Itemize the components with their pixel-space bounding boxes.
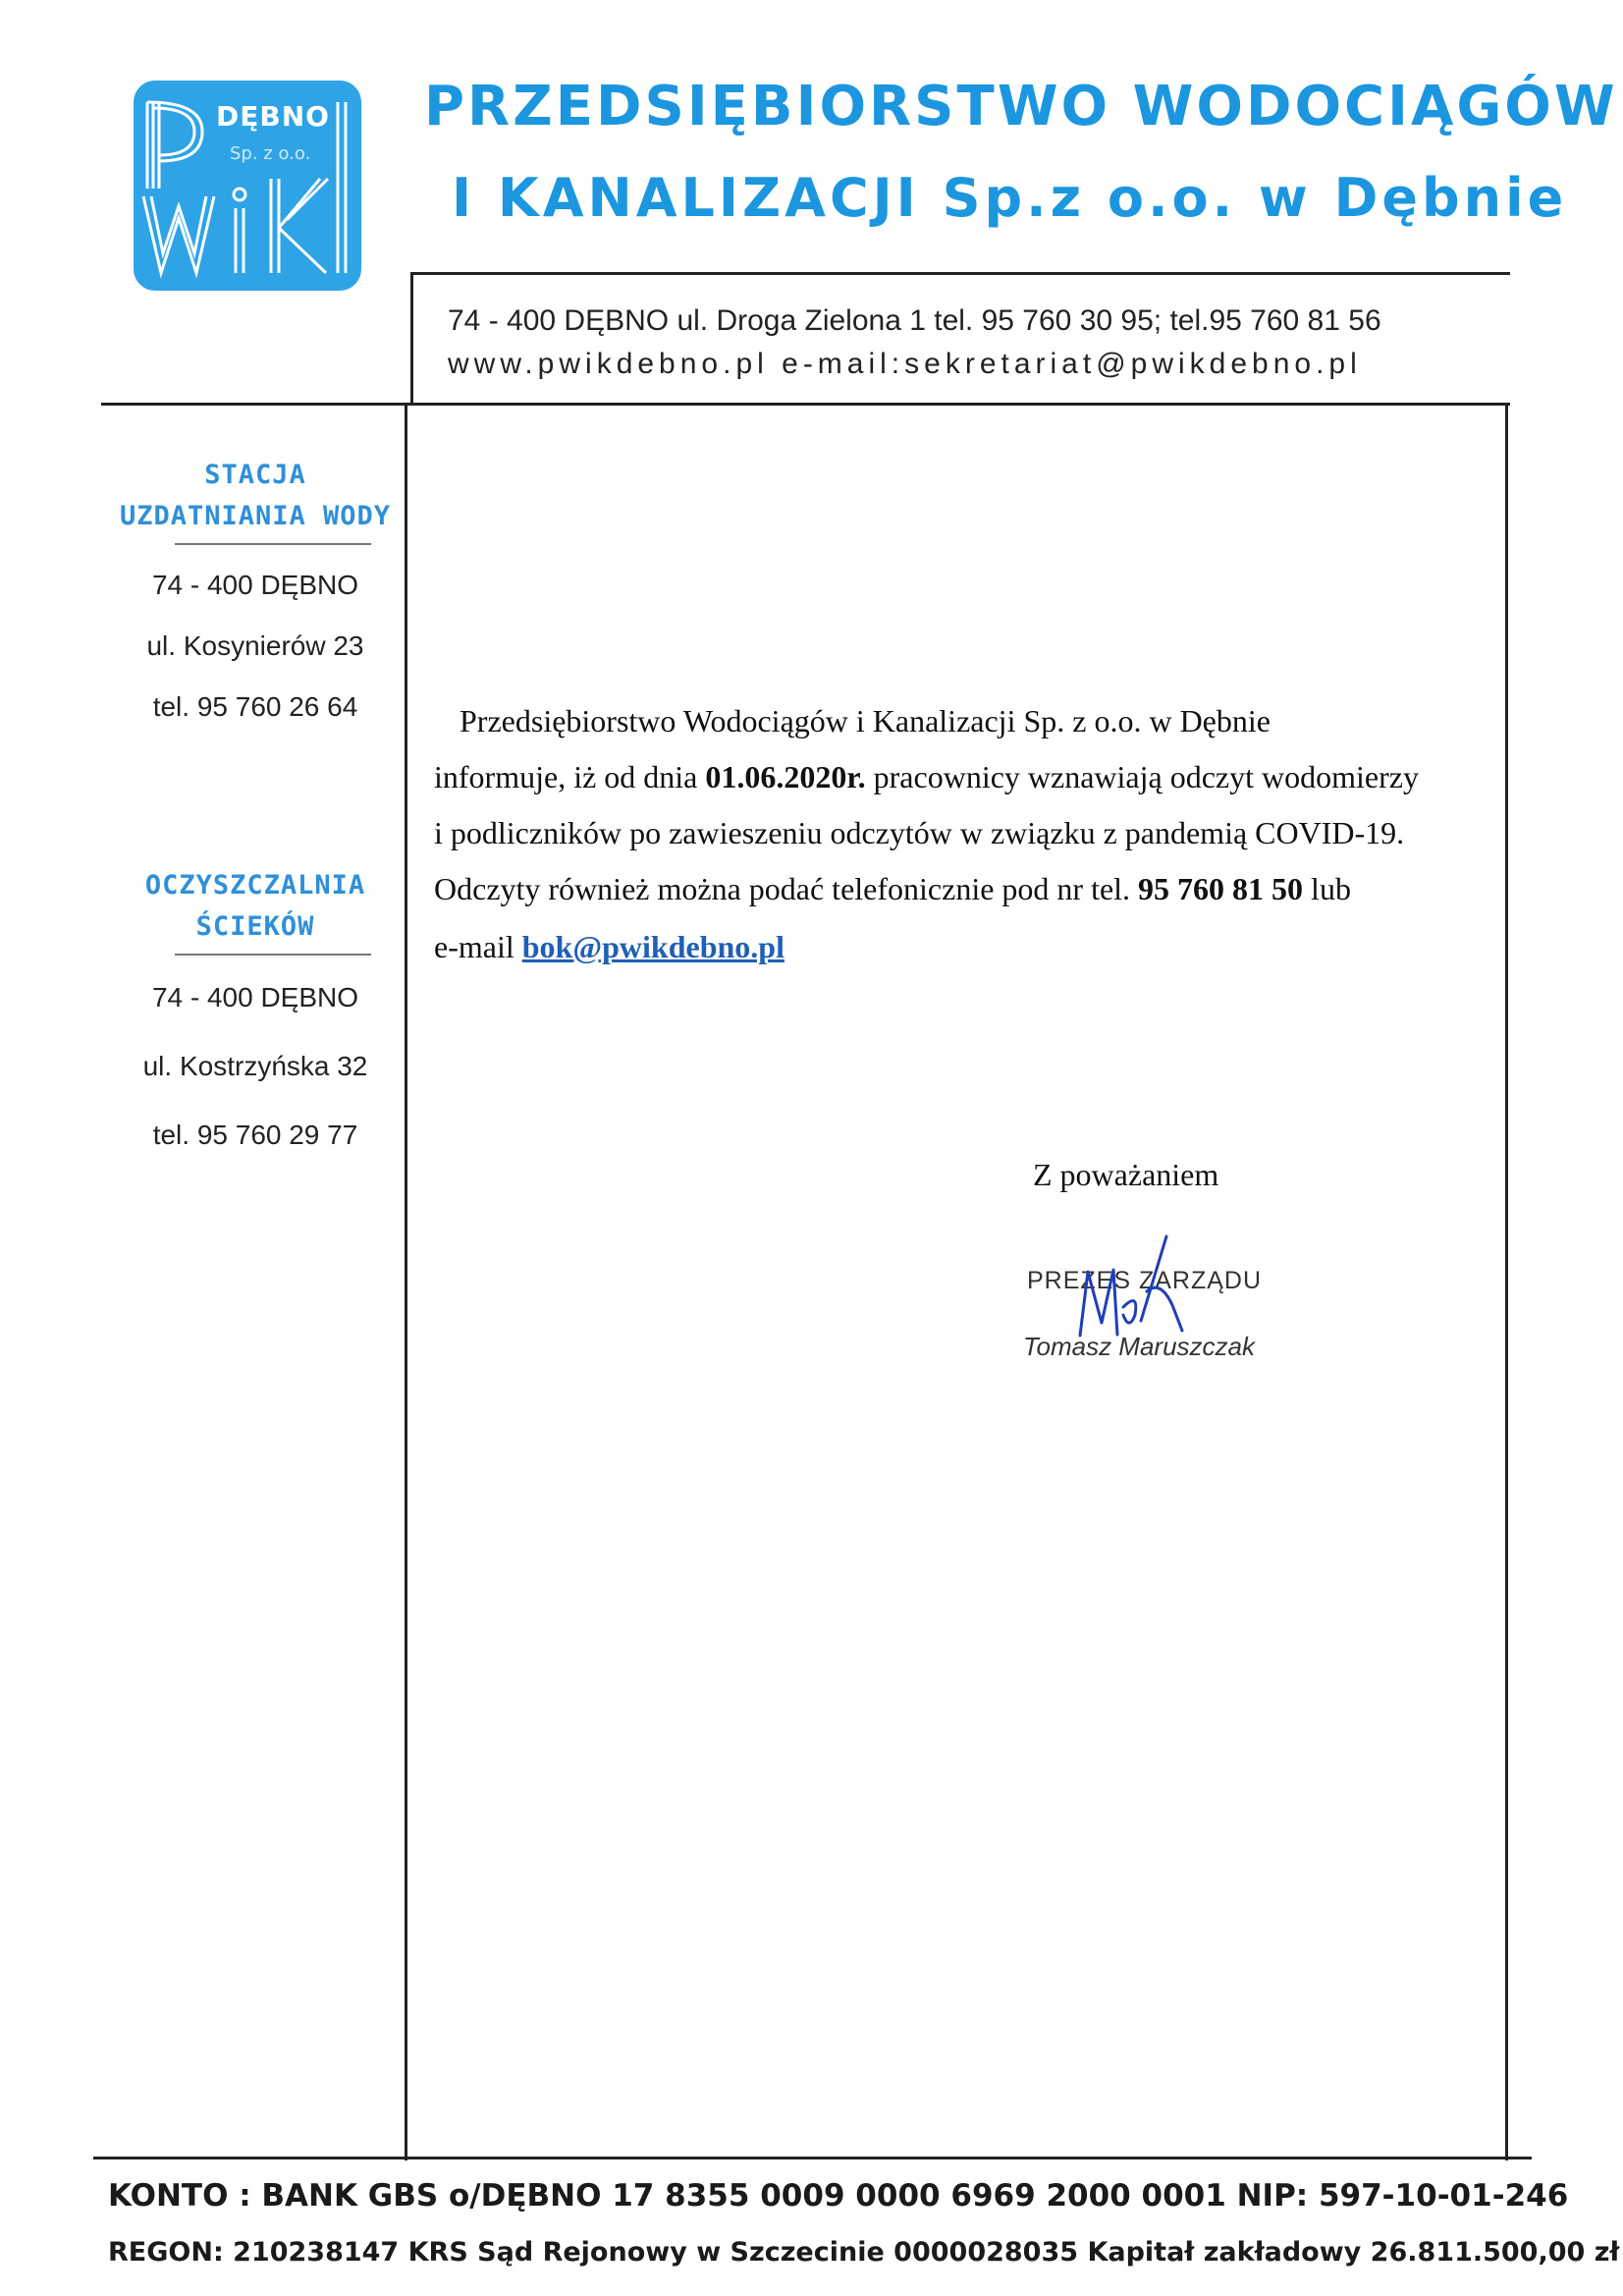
company-name-line2: I KANALIZACJI Sp.z o.o. w Dębnie <box>452 167 1568 229</box>
contact-web-email: www.pwikdebno.pl e-mail:sekretariat@pwikdebno.pl <box>448 348 1362 380</box>
station2-heading2: ŚCIEKÓW <box>195 911 315 942</box>
header-top-rule <box>410 272 1510 275</box>
station2-city: 74 - 400 DĘBNO <box>151 982 359 1012</box>
letter-line1-text: Przedsiębiorstwo Wodociągów i Kanalizacji Sp. z o.o. w Dębnie <box>460 703 1271 738</box>
readings-phone-number: 95 760 81 50 <box>1138 871 1304 906</box>
station1-heading2: UZDATNIANIA WODY <box>119 501 392 531</box>
logo-top-text: DĘBNO <box>216 100 330 133</box>
station2-phone: tel. 95 760 29 77 <box>152 1120 358 1150</box>
station1-separator <box>175 543 371 545</box>
footer-top-rule <box>93 2157 1532 2159</box>
letter-line4-text-a: Odczyty również można podać telefonicznie pod nr tel. <box>434 871 1139 906</box>
letter-line2-text-a: informuje, iż od dnia <box>434 759 706 794</box>
letter-line1 <box>460 703 1271 739</box>
letter-line4 <box>434 871 1351 907</box>
letter-line3-text: i podliczników po zawieszeniu odczytów w związku z pandemią COVID-19. <box>434 815 1405 850</box>
body-right-rule <box>1505 403 1508 2160</box>
signature-title: PREZES ZARZĄDU <box>1027 1267 1263 1294</box>
contact-address-phone: 74 - 400 DĘBNO ul. Droga Zielona 1 tel. 95 760 30 95; tel.95 760 81 56 <box>448 304 1381 337</box>
station2-heading1: OCZYSZCZALNIA <box>144 870 366 901</box>
station2-separator <box>175 954 371 956</box>
letter-line2 <box>434 759 1419 795</box>
header-left-rule <box>410 272 413 405</box>
company-name-line1: PRZEDSIĘBIORSTWO WODOCIĄGÓW <box>424 75 1618 138</box>
letter-line5 <box>434 929 784 965</box>
letter-line4-text-b: lub <box>1303 871 1351 906</box>
footer-bank-nip: KONTO : BANK GBS o/DĘBNO 17 8355 0009 0000 6969 2000 0001 NIP: 597-10-01-246 <box>108 2178 1569 2214</box>
resume-date: 01.06.2020r. <box>705 759 866 794</box>
header-bottom-rule <box>101 403 1510 406</box>
company-logo <box>134 81 361 291</box>
station1-heading1: STACJA <box>204 460 306 490</box>
logo-mid-text: Sp. z o.o. <box>230 143 311 164</box>
letter-line3 <box>434 815 1404 851</box>
station1-street: ul. Kosynierów 23 <box>146 630 364 661</box>
letter-closing: Z poważaniem <box>1033 1157 1219 1192</box>
footer-regon-krs: REGON: 210238147 KRS Sąd Rejonowy w Szczecinie 0000028035 Kapitał zakładowy 26.811.500,00 zł <box>108 2237 1620 2268</box>
station1-city: 74 - 400 DĘBNO <box>151 570 359 600</box>
body-left-rule <box>405 403 407 2160</box>
station2-street: ul. Kostrzyńska 32 <box>142 1051 368 1081</box>
bok-email-link[interactable]: bok@pwikdebno.pl <box>521 929 784 964</box>
letter-line2-text-b: pracownicy wznawiają odczyt wodomierzy <box>865 759 1419 794</box>
station1-phone: tel. 95 760 26 64 <box>152 691 358 722</box>
handwritten-signature <box>1070 1232 1198 1360</box>
letter-line5-text-a: e-mail <box>434 929 522 964</box>
signature-name: Tomasz Maruszczak <box>1023 1332 1255 1361</box>
